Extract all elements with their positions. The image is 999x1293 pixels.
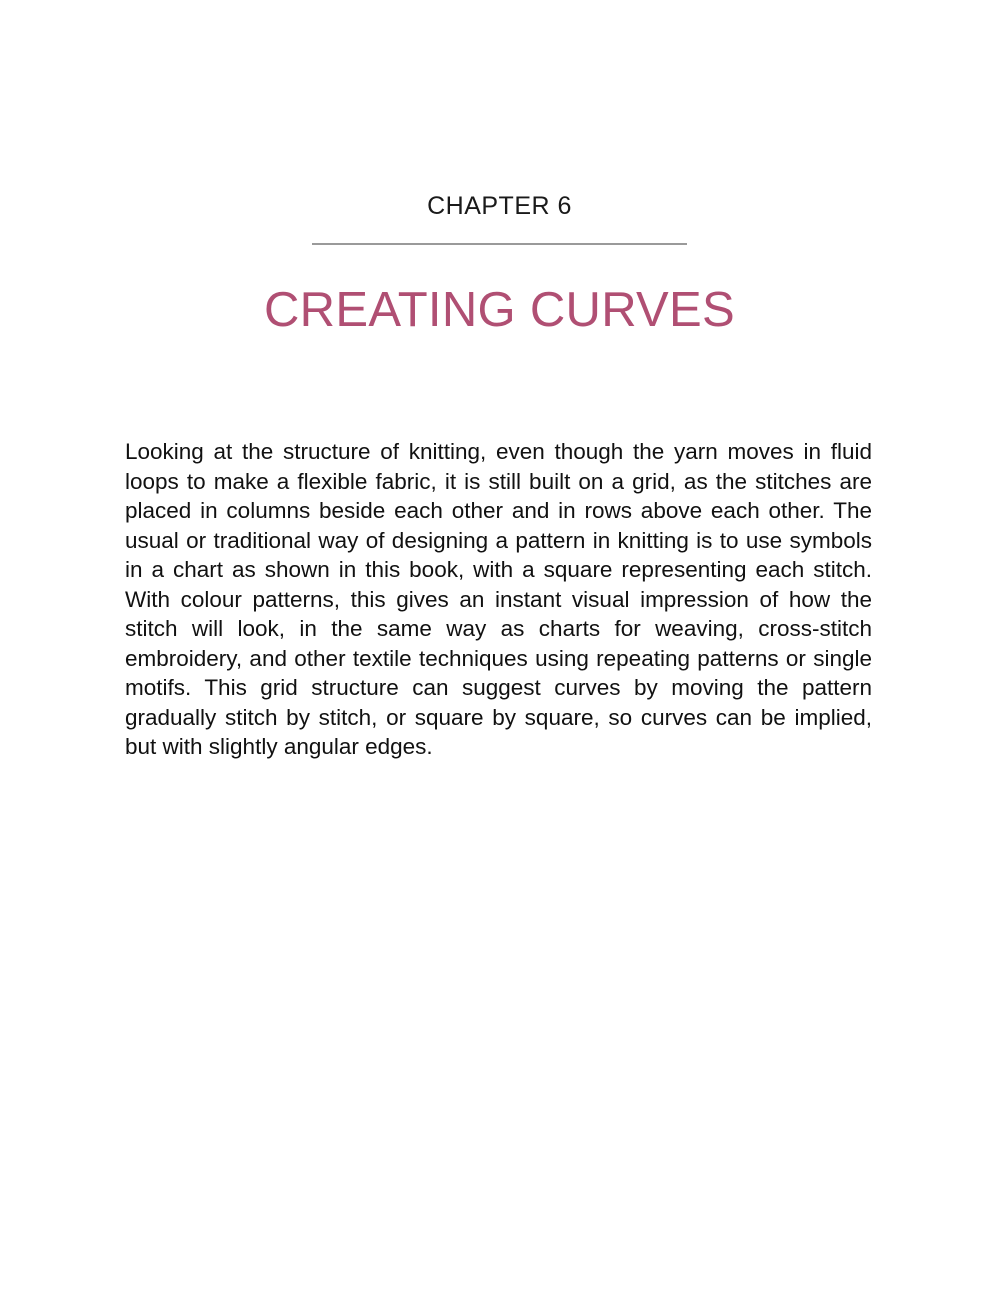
chapter-title: CREATING CURVES — [264, 283, 735, 337]
chapter-divider-rule — [312, 243, 687, 245]
body-paragraph: Looking at the structure of knitting, even though the yarn moves in fluid loops to make a flexible fabric, it is still built on a grid, as the stitches are placed in columns beside each other and in rows above each other. The usual or traditional way of designing a pattern in knitting is to use symbols in a chart as shown in this book, with a square representing each stitch. With colour patterns, this gives an instant visual impression of how the stitch will look, in the same way as charts for weaving, cross-stitch embroidery, and other textile techniques using repeating patterns or single motifs. This grid structure can suggest curves by moving the pattern gradually stitch by stitch, or square by square, so curves can be implied, but with slightly angular edges. — [125, 439, 872, 759]
chapter-number-label: CHAPTER 6 — [427, 192, 572, 220]
